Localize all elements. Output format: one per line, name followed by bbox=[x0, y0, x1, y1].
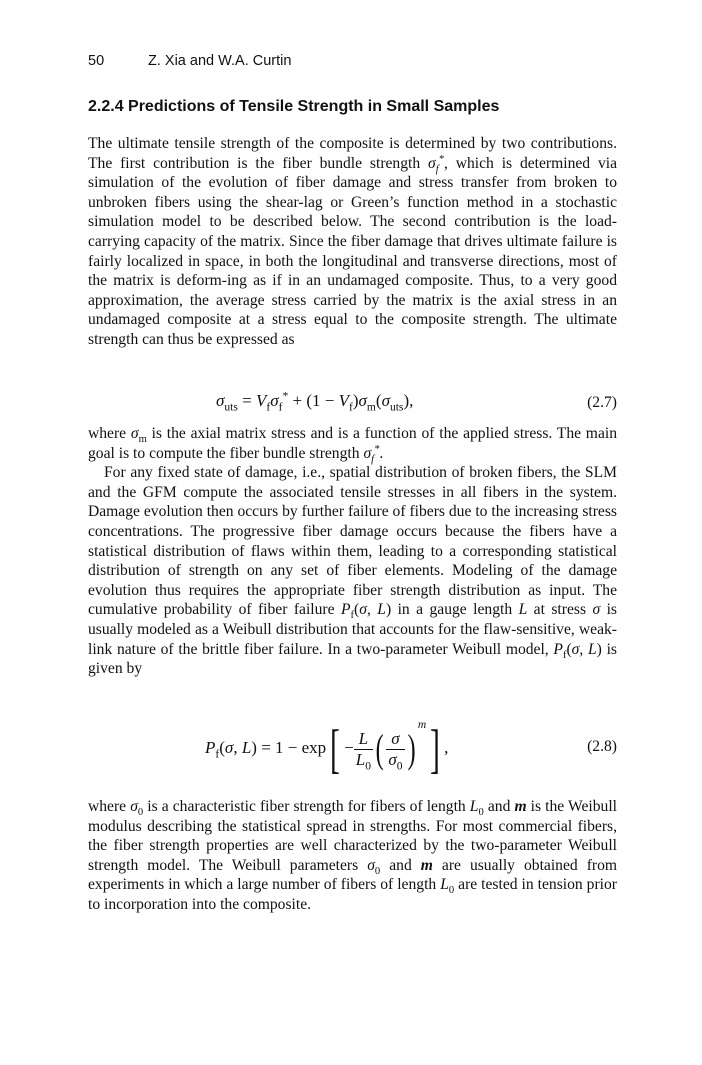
paragraph-1-text-a: The ultimate tensile strength of the composite is determined by two contributions. The first contribution is the fiber bundle strength bbox=[88, 135, 617, 172]
section-heading: 2.2.4 Predictions of Tensile Strength in Small Samples bbox=[88, 98, 500, 115]
paragraph-3-text-b: in a gauge length bbox=[391, 601, 519, 619]
paragraph-2-text-c: . bbox=[379, 444, 384, 462]
paragraph-3: For any fixed state of damage, i.e., spatial distribution of broken fibers, the SLM and the GFM compute the associated tensile stresses in all fibers in the system. Damage evolution then occurs by further failure of fibers due to the increasing stress concentrations. The progressive fiber damage occurs because the fibers have a statistical distribution of flaws within them, leading to a corresponding statistical distribution of strength on any set of fiber elements. Modeling of the damage evolution thus requires the appropriate fiber strength distribution as input. The cumulative probability of fiber failure $P_f(\sigma$, L) in a gauge length L at stress σ is usually modeled as a Weibull distribution that accounts for the flaw-sensitive, weak-link nature of the brittle fiber failure. In a two-parameter Weibull model, $P_f(\sigma$, L) is given by bbox=[88, 464, 617, 678]
paragraph-4-text-a: where bbox=[88, 798, 131, 815]
equation-number-2-8: (2.8) bbox=[587, 738, 617, 755]
paragraph-4-text-e: and bbox=[380, 856, 421, 874]
running-header bbox=[88, 53, 291, 69]
paragraph-4-text-b: is a characteristic fiber strength for fibers of length bbox=[143, 798, 470, 815]
equation-2-8-formula: $P_f(\sigma$, L) = 1 − exp[ − $\frac{L}{L_0}$ ( $\frac{\sigma}{\sigma_0}$ )$^m$] , bbox=[205, 718, 449, 779]
paragraph-3-text-c: at stress bbox=[527, 601, 593, 619]
paragraph-4: where $\sigma_0$ is a characteristic fiber strength for fibers of length $L_0$ and m is the Weibull modulus describing the statistical spread in strengths. For most commercial fibers, the fiber strength properties are well characterized by the two-parameter Weibull strength model. The Weibull parameters $\sigma_0$ and m are usually obtained from experiments in which a large number of fibers of length $L_0$ are tested in tension prior to incorporation into the composite. bbox=[88, 798, 618, 913]
paragraph-4-text-f: are usually obtained from experiments in which a large number of fibers of length bbox=[88, 856, 618, 894]
paragraph-4-text-g: are tested in tension prior to incorporation into the composite. bbox=[88, 876, 617, 913]
paragraph-3-text-e: is given by bbox=[88, 640, 617, 678]
paragraph-3-text-a: For any fixed state of damage, i.e., spatial distribution of broken fibers, the SLM and the GFM compute the associated tensile stresses in all fibers in the system. Damage evolution then occurs by further failure of fibers due to the increasing stress concentrations. The progressive fiber damage occurs because the fibers have a statistical distribution of flaws within them, leading to a corresponding statistical distribution of strength on any set of fiber elements. Modeling of the damage evolution thus requires the appropriate fiber strength distribution as input. The cumulative probability of fiber failure bbox=[88, 464, 617, 619]
equation-2-7-formula: $\sigma_{uts} = V_f\sigma_f^* + (1 - V_f)\sigma_m(\sigma_{uts})$, bbox=[216, 389, 414, 414]
equation-number-2-7: (2.7) bbox=[587, 394, 617, 411]
paragraph-4-text-d: is the Weibull modulus describing the statistical spread in strengths. For most commercial fibers, the fiber strength properties are well characterized by the two-parameter Weibull strength model. The Weibull parameters bbox=[88, 798, 617, 874]
symbol-sigma-f-star-2: $\sigma_f^*$ bbox=[363, 443, 380, 465]
paragraph-1 bbox=[88, 134, 617, 350]
equation-2-8 bbox=[88, 716, 617, 780]
symbol-sigma-m: σ bbox=[130, 425, 139, 442]
paragraph-2-text-a: where bbox=[88, 425, 131, 442]
paragraph-2-text-b: is the axial matrix stress and is a function of the applied stress. The main goal is to compute the fiber bundle strength bbox=[88, 425, 617, 462]
paragraph-3-text-d: is usually modeled as a Weibull distribution that accounts for the flaw-sensitive, weak-link nature of the brittle fiber failure. In a two-parameter Weibull model, bbox=[88, 601, 617, 658]
equation-2-7 bbox=[88, 389, 617, 415]
paragraph-2: where $\sigma_m$ is the axial matrix stress and is a function of the applied stress. The main goal is to compute the fiber bundle strength $\sigma_f^*$. For any fixed state of damage, i.e., spatial distribution of broken fibers, the SLM and the GFM compute the associated tensile stresses in all fibers in the system. Damage evolution then occurs by further failure of fibers due to the increasing stress concentrations. The progressive fiber damage occurs because the fibers have a statistical distribution of flaws within them, leading to a corresponding statistical distribution of strength on any set of fiber elements. Modeling of the damage evolution thus requires the appropriate fiber strength distribution as input. The cumulative probability of fiber failure $P_f(\sigma$, L) in a gauge length L at stress σ is usually modeled as a Weibull distribution that accounts for the flaw-sensitive, weak-link nature of the brittle fiber failure. In a two-parameter Weibull model, $P_f(\sigma$, L) is given by bbox=[88, 425, 617, 678]
paragraph-1-text-b: , which is determined via simulation of the evolution of fiber damage and stress transfer from broken to unbroken fibers using the shear-lag or Green’s function method in a stochastic simulation model to be described below. The second contribution is the load-carrying capacity of the matrix. Since the fiber damage that drives ultimate failure is fairly localized in space, in both the longitudinal and transverse directions, most of the matrix is deform-ing as if in an undamaged composite. Thus, to a very good approximation, the average stress carried by the matrix is the axial stress in an undamaged composite at a stress equal to the composite strength. The ultimate strength can thus be expressed as bbox=[88, 154, 617, 348]
symbol-sigma-f-star: $\sigma_f^*$ bbox=[428, 153, 444, 175]
paragraph-4-text-c: and bbox=[483, 798, 515, 815]
page-number: 50 bbox=[88, 53, 105, 69]
running-header-authors: Z. Xia and W.A. Curtin bbox=[148, 53, 292, 69]
